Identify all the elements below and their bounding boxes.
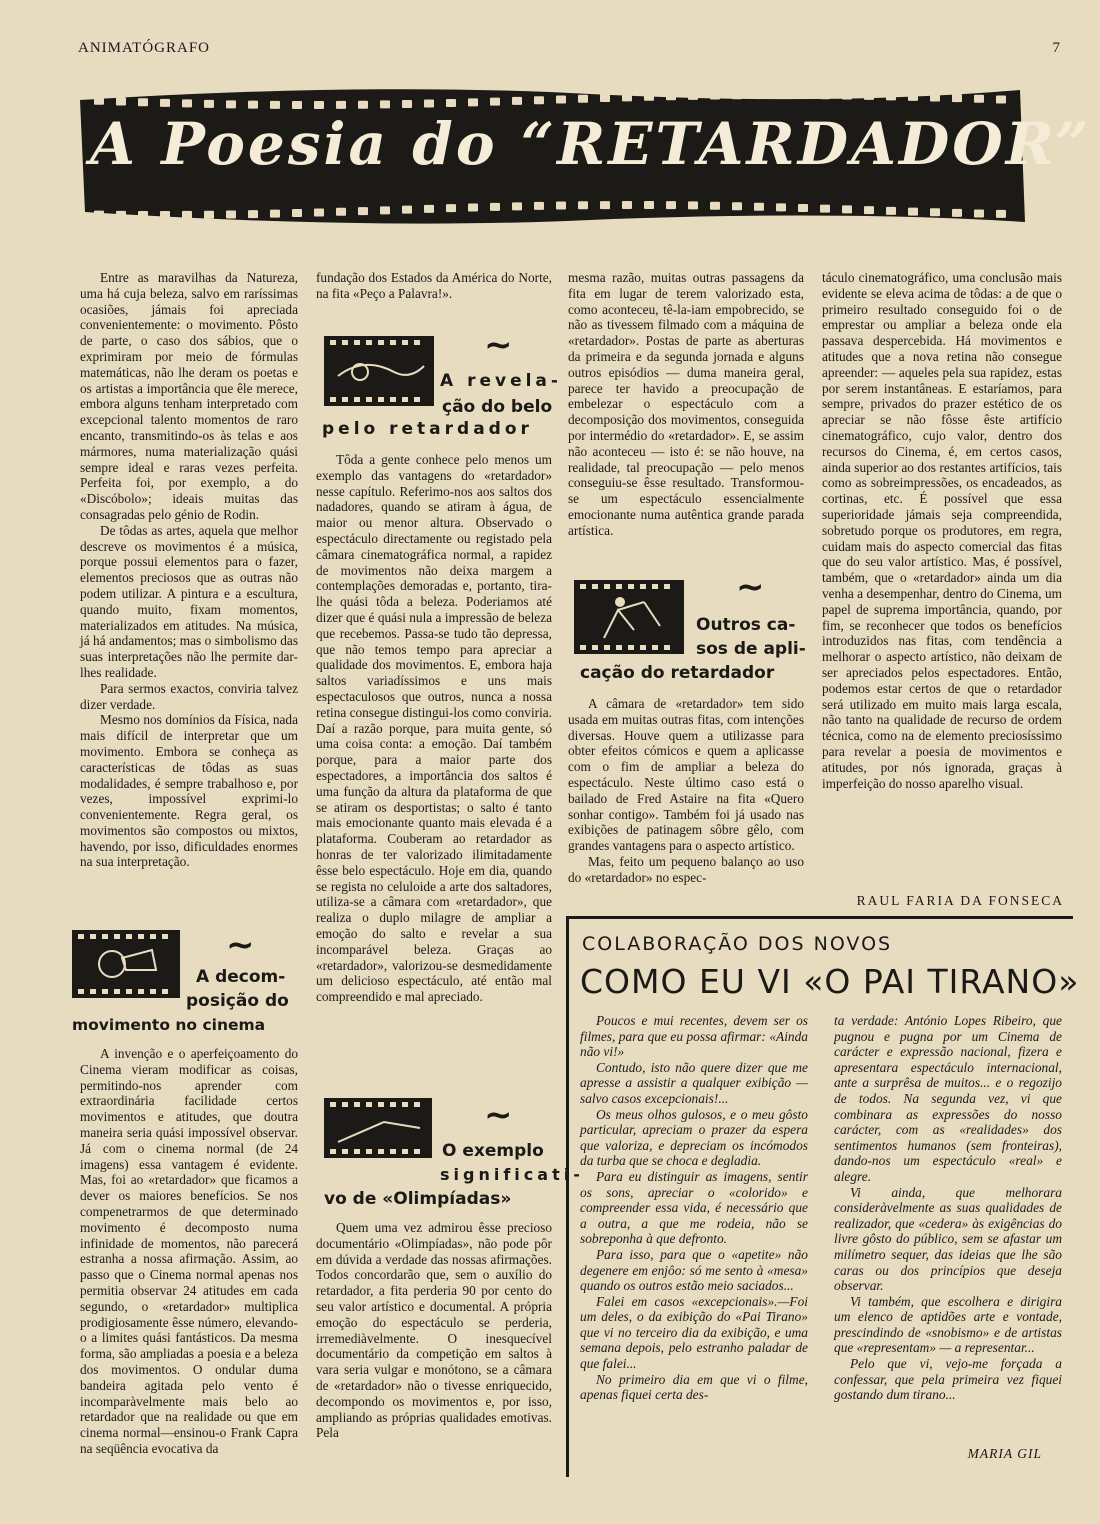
section-heading-outros-casos-2: sos de apli- <box>696 639 806 659</box>
paragraph: fundação dos Estados da América do Norte, na fita «Peço a Palavra!». <box>316 270 552 301</box>
film-strip-icon <box>72 930 180 1003</box>
paragraph: táculo cinematográfico, uma conclusão mais evidente se eleva acima de tôdas: a de que o primeiro resultado conseguido foi o de emprestar ou ampliar a beleza onde ela passava despercebida. Há movimentos e atitudes que a nova retina não consegue apreender: — aqueles pela sua rapidez, estas por serem instantâneas. E estaríamos, para sempre, privados do prazer estético de os apreciar se não fôsse êste artifício cinematográfico, cujo valor, dentro dos recursos do Cinema, é, em certos casos, ainda superior ao dos restantes artifícios, tais como as sobreimpressões, os encadeados, as cortinas, etc. É possível que essa superioridade jámais seja compreendida, sobretudo porque os produtores, em regra, cuidam mais do aspecto comercial das fitas que do seu valor artístico. Mas, é possível, também, que o «retardador» ainda um dia venha a desempenhar, dentro do Cinema, um papel de suprema importância, quando, por fim, se reconhecer que todos os benefícios introduzidos nas fitas, com tendência a melhorar o aspecto artístico, não deixam de ser apreciados pelos espectadores. Então, podemos estar certos de que o retardador será utilizado em muito mais larga escala, não tanto na qualidade de recurso de ordem técnica, como na de elemento preciosíssimo para revelar a poesia de movimentos e atitudes, por nós ignorada, graças à imperfeição do nosso aparelho visual. <box>822 270 1062 791</box>
running-title: ANIMATÓGRAFO <box>78 40 211 56</box>
section-heading-olimpiadas: O exemplo <box>442 1141 544 1161</box>
section-heading-olimpiadas-3: vo de «Olimpíadas» <box>324 1189 512 1209</box>
paragraph: Para isso, para que o «apetite» não degenere em enjôo: só me sento à «mesa» quando os outros estão meio saciados... <box>580 1246 808 1294</box>
article-column-2c <box>316 1220 552 1441</box>
paragraph: De tôdas as artes, aquela que melhor descreve os movimentos é a música, porque possui elementos para o fazer, elementos preciosos que as outras não podem utilizar. A pintura e a escultura, quando muito, fixam momentos, materializados em atitudes. Na música, já há andamentos; mas o simbolismo das suas interpretações não lhe permite dar-lhes realidade. <box>80 522 298 680</box>
article-column-1 <box>80 270 298 870</box>
paragraph: Mas, feito um pequeno balanço ao uso do «retardador» no espec- <box>568 853 804 885</box>
paragraph: Vi ainda, que melhorara consideràvelmente as suas qualidades de realizador, que «cedera» às exigências do livre gôsto do público, sem se afastar um milímetro sequer, das ideias que lhe são caras ou dos princípios que deseja observar. <box>834 1184 1062 1294</box>
tilde-ornament-icon: ~ <box>484 325 513 365</box>
tilde-ornament-icon: ~ <box>484 1095 513 1135</box>
page-number: 7 <box>1052 40 1060 56</box>
paragraph: A invenção e o aperfeiçoamento do Cinema vieram modificar as coisas, permitindo-nos aprender com extraordinária facilidade certos movimentos e atitudes, que doutra maneira seria quási impossível observar. Já com o cinema normal (de 24 imagens) essa vantagem é evidente. Mas, foi ao «retardador» que ficamos a dever os maiores benefícios. Se nos compenetrarmos de que determinado movimento é decomposto numa infinidade de momentos, não parecerá estranha a nossa afirmação. Assim, ao passo que o Cinema normal apenas nos permitia observar 24 atitudes em cada segundo, o «retardador» multiplica prodigiosamente êsse número, elevando-o a limites quási fantásticos. Da mesma forma, são ampliadas a poesia e a beleza dos movimentos. O ondular duma bandeira agitada pelo vento é incomparàvelmente mais belo ao retardador que na realidade ou que em cinema normal—ensinou-o Frank Capra na seqüência evocativa da <box>80 1046 298 1456</box>
box-column-2 <box>834 1013 1062 1403</box>
section-heading-revelacao: A revela- <box>440 371 562 391</box>
box-title: COMO EU VI «O PAI TIRANO» <box>580 962 1080 1001</box>
section-heading-decomposicao: A decom- <box>196 967 286 987</box>
article-column-2 <box>316 270 552 302</box>
paragraph: Para eu distinguir as imagens, sentir os sons, apreciar o «colorido» e compreender essa vida, é necessário que a outra, a que me rodeia, não se sobreponha à que defronto. <box>580 1168 808 1247</box>
paragraph: Vi também, que escolhera e dirigira um elenco de aptidões arte e vontade, prescindindo de «snobismo» e de artistas que «representam» — a representar... <box>834 1293 1062 1356</box>
article-author: RAUL FARIA DA FONSECA <box>856 893 1064 908</box>
section-heading-revelacao-3: pelo retardador <box>322 419 533 439</box>
banner-title: A Poesia do “RETARDADOR” <box>90 110 1092 178</box>
section-heading-outros-casos-3: cação do retardador <box>580 663 775 683</box>
paragraph: Poucos e mui recentes, devem ser os filmes, para que eu possa afirmar: «Ainda não vi!» <box>580 1013 808 1060</box>
paragraph: Contudo, isto não quere dizer que me apresse a assistir a qualquer exibição — salvo casos excepcionais!... <box>580 1059 808 1106</box>
section-heading-revelacao-2: ção do belo <box>442 397 553 417</box>
section-heading-decomposicao-2: posição do <box>186 991 289 1011</box>
paragraph: No primeiro dia em que vi o filme, apenas fiquei certa des- <box>580 1371 808 1403</box>
paragraph: Quem uma vez admirou êsse precioso documentário «Olimpíadas», não pode pôr em dúvida a verdade das nossas afirmações. Todos concordarão que, sem o auxílio do retardador, a fita perderia 90 por cento do seu valor artístico e documental. A própria emoção do espectáculo se perderia, irremediàvelmente. O inesquecível documentário da competição em saltos à vara seria vulgar e monótono, se a câmara de «retardador» não o tivesse enriquecido, decompondo os movimentos e, por isso, ampliando as próprias qualidades emotivas. Pela <box>316 1220 552 1441</box>
paragraph: A câmara de «retardador» tem sido usada em muitas outras fitas, com intenções diversas. Houve quem a utilizasse para obter efeitos cómicos e quem a aplicasse com o fim de ampliar a beleza do espectáculo. Neste último caso está o bailado de Fred Astaire na fita «Quero sonhar contigo». Também foi já usado nas exibições de patinagem sôbre gêlo, com grandes vantagens para o aspecto artístico. <box>568 696 804 854</box>
film-strip-icon <box>324 1098 432 1163</box>
paragraph: Entre as maravilhas da Natureza, uma há cuja beleza, salvo em raríssimas ocasiões, jámais foi apreciada convenientemente: o movimento. Pôsto de parte, o caso dos sábios, que o exprimiram por meio de fórmulas matemáticas, não lhe deram os poetas e os artistas a importância que êle merece, embora alguns tenham interpretado com excepcional talento momentos de raro encanto, transmitindo-os às telas e aos mármores, numa materialização quási sempre ideal e raras vezes perfeita. Perfeita foi, por exemplo, a do «Discóbolo»; ideais muitas das consagradas pelo génio de Rodin. <box>80 270 298 522</box>
paragraph: Para sermos exactos, conviria talvez dizer verdade. <box>80 680 298 712</box>
box-kicker: COLABORAÇÃO DOS NOVOS <box>582 933 893 955</box>
article-column-2b <box>316 452 552 1005</box>
tilde-ornament-icon: ~ <box>226 925 255 965</box>
paragraph: ta verdade: António Lopes Ribeiro, que pugnou e pugna por um Cinema de carácter e expressão nacional, fizera e apresentara espectáculo internacional, ante a surprêsa de muitos... e o regozijo de todos. Na segunda vez, vi que combinara as expressões do nosso carácter, com as «realidades» dos sentimentos humanos (sem fronteiras), dando-nos um espectáculo «real» e alegre. <box>834 1013 1062 1184</box>
box-author: MARIA GIL <box>967 1446 1042 1461</box>
section-heading-olimpiadas-2: significati- <box>440 1165 584 1184</box>
paragraph: Tôda a gente conhece pelo menos um exemplo das vantagens do «retardador» nesse capítulo. Referimo-nos aos saltos dos nadadores, quando se atiram à água, de maior ou menor altura. Observado o espectáculo directamente ou registado pela câmara cinematográfica normal, a rapidez de movimentos não deixa margem a contemplações demoradas e, portanto, tira-lhe quási tôda a beleza. Poderiamos até dizer que é quási nula a impressão de beleza que recebemos. Passa-se tudo tão depressa, que não temos tempo para apreciar a qualidade dos movimentos. E, embora haja saltos variadíssimos e uns mais espectaculosos que outros, nunca a nossa retina consegue distingui-los como conviria. Daí a razão porque, para muita gente, só uma coisa conta: a emoção. Daí também porque, para a maior parte dos espectadores, a importância dos saltos é uma função da altura da plataforma de que se atiram os desportistas; o salto é tanto mais emocionante quanto mais elevada é a plataforma. Couberam ao retardador as honras de ter valorizado ilimitadamente êsse belo espectáculo. Hoje em dia, quando se regista no celuloide a arte dos saltadores, utiliza-se a câmara com «retardador», que realiza o duplo milagre de ampliar a emoção do salto e revelar a sua incomparável beleza. Graças ao «retardador», valorizou-se desmedidamente um delicioso espectáculo, até então mal compreendido e mal apreciado. <box>316 452 552 1005</box>
article-column-4 <box>822 270 1062 791</box>
film-strip-icon <box>324 336 434 411</box>
film-strip-icon <box>574 580 684 659</box>
paragraph: mesma razão, muitas outras passagens da fita em lugar de terem valorizado esta, como aconteceu, tê-la-iam empobrecido, se não as tivessem filmado com a máquina de «retardador». Postas de parte as aberturas da primeira e da segunda jornada e alguns outros episódios — duma maneira geral, parece ter havido a preocupação de embelezar o espectáculo com a decomposição dos movimentos, conseguida por intermédio do «retardador». E, se assim não aconteceu — isto é: se não houve, na realidade, tal preocupação — pelo menos conseguiu-se êsse resultado. Transformou-se um espectáculo essencialmente emocionante numa autêntica grande parada artística. <box>568 270 804 538</box>
paragraph: Mesmo nos domínios da Física, nada mais difícil de interpretar que um movimento. Embora se conheça as características de tôdas as suas modalidades, é sempre trabalhoso e, por vezes, impossível exprimi-lo convenientemente. Regra geral, os movimentos são compostos ou mixtos, havendo, por isso, dificuldades enormes na sua interpretação. <box>80 712 298 870</box>
article-column-3b <box>568 696 804 886</box>
section-heading-outros-casos: Outros ca- <box>696 615 796 635</box>
tilde-ornament-icon: ~ <box>736 567 765 607</box>
box-column-1 <box>580 1013 808 1403</box>
article-column-1b <box>80 1046 298 1457</box>
title-banner <box>70 72 1092 242</box>
paragraph: Pelo que vi, vejo-me forçada a confessar, que pela primeira vez fiquei gostando dum tirano... <box>834 1356 1062 1403</box>
article-column-3 <box>568 270 804 539</box>
paragraph: Falei em casos «excepcionais».—Foi um deles, o da exibição do «Pai Tirano» que vi no terceiro dia da exibição, e uma semana depois, pelo estranho paladar de que falei... <box>580 1293 808 1372</box>
section-heading-decomposicao-3: movimento no cinema <box>72 1016 266 1034</box>
paragraph: Os meus olhos gulosos, e o meu gôsto particular, apreciam o prazer da espera que valoriza, e depreciam os incómodos da turba que se choca e degladia. <box>580 1106 808 1169</box>
page-header <box>78 40 1060 64</box>
